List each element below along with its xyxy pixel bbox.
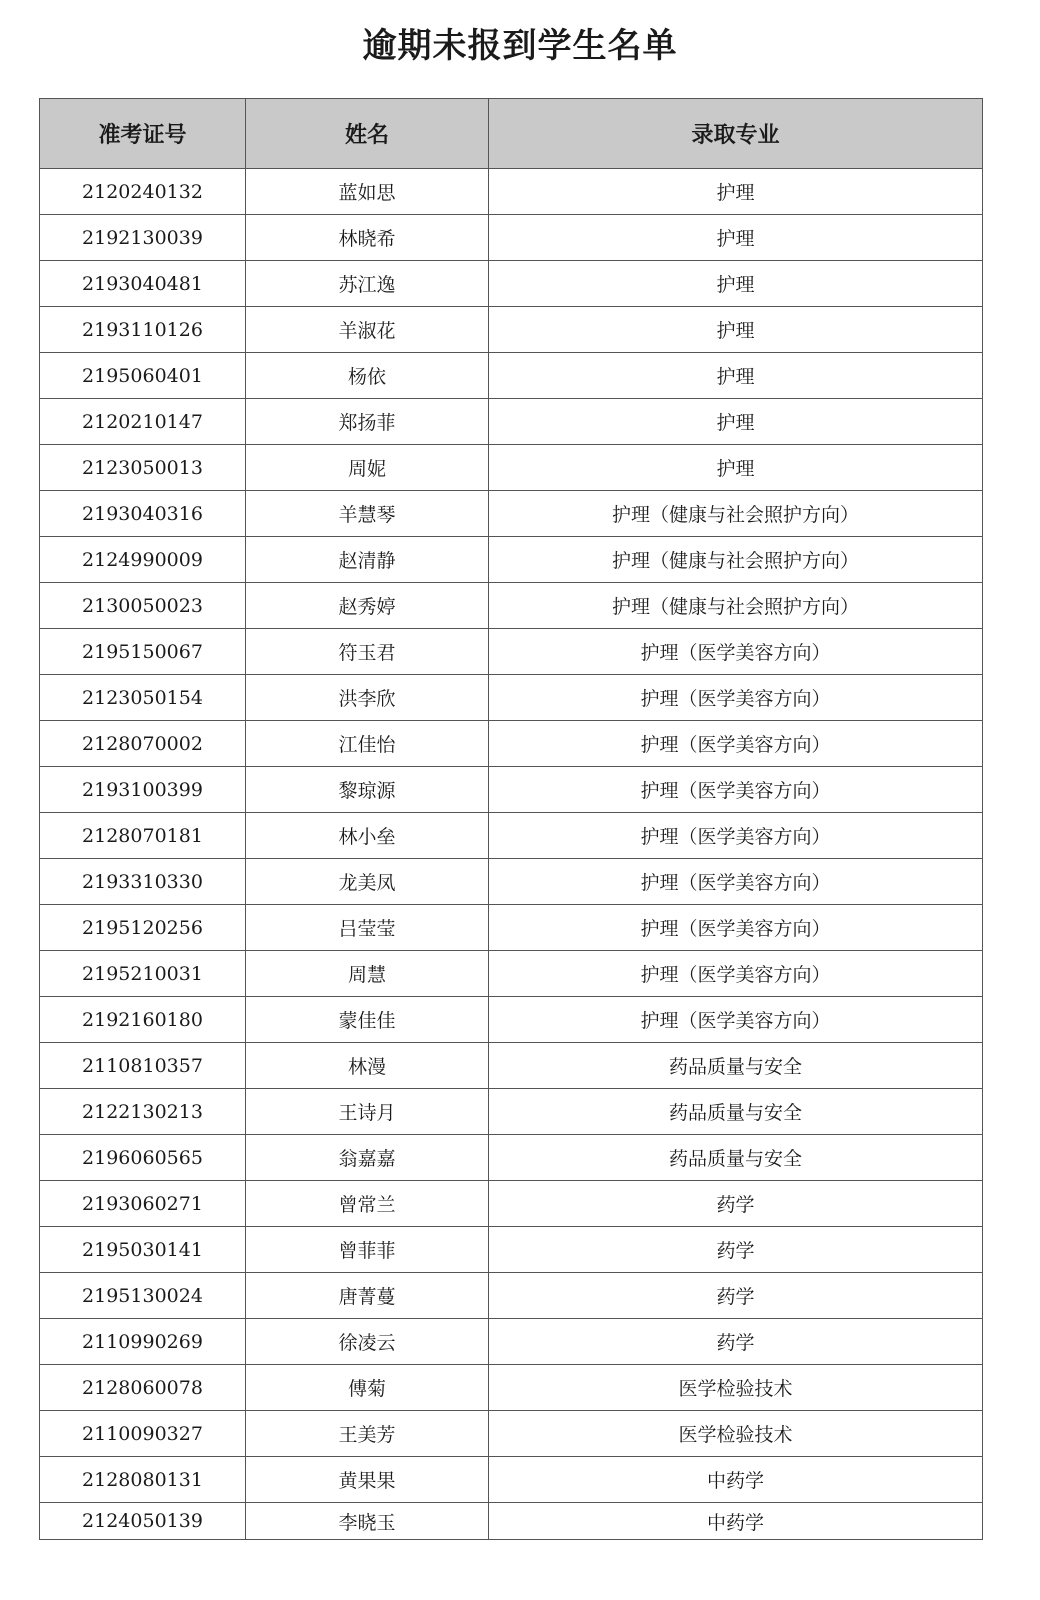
cell-major: 药品质量与安全	[489, 1135, 983, 1181]
cell-major: 护理（医学美容方向）	[489, 675, 983, 721]
cell-exam-id: 2128060078	[40, 1365, 246, 1411]
cell-major: 护理（健康与社会照护方向）	[489, 537, 983, 583]
cell-major: 护理（医学美容方向）	[489, 951, 983, 997]
cell-name: 王美芳	[246, 1411, 489, 1457]
cell-major: 护理	[489, 261, 983, 307]
cell-exam-id: 2193040481	[40, 261, 246, 307]
table-row	[40, 1135, 983, 1181]
cell-name: 江佳怡	[246, 721, 489, 767]
cell-major: 护理	[489, 399, 983, 445]
cell-major: 药学	[489, 1319, 983, 1365]
cell-major: 护理	[489, 169, 983, 215]
cell-major: 药学	[489, 1273, 983, 1319]
cell-name: 郑扬菲	[246, 399, 489, 445]
table-row	[40, 261, 983, 307]
table-row	[40, 1089, 983, 1135]
cell-name: 周妮	[246, 445, 489, 491]
header-row	[40, 99, 983, 169]
cell-exam-id: 2128080131	[40, 1457, 246, 1503]
table-row	[40, 1273, 983, 1319]
cell-name: 赵秀婷	[246, 583, 489, 629]
table-row	[40, 951, 983, 997]
table-row	[40, 1503, 983, 1540]
cell-name: 杨依	[246, 353, 489, 399]
cell-name: 林小垒	[246, 813, 489, 859]
cell-name: 李晓玉	[246, 1503, 489, 1540]
cell-name: 林晓希	[246, 215, 489, 261]
cell-exam-id: 2124990009	[40, 537, 246, 583]
table-row	[40, 767, 983, 813]
cell-major: 护理（医学美容方向）	[489, 629, 983, 675]
cell-major: 药学	[489, 1227, 983, 1273]
cell-major: 中药学	[489, 1457, 983, 1503]
table-row	[40, 215, 983, 261]
table-row	[40, 629, 983, 675]
cell-name: 蒙佳佳	[246, 997, 489, 1043]
cell-exam-id: 2196060565	[40, 1135, 246, 1181]
cell-name: 赵清静	[246, 537, 489, 583]
student-table	[39, 98, 983, 1540]
table-row	[40, 1457, 983, 1503]
table-row	[40, 997, 983, 1043]
table-row	[40, 905, 983, 951]
table-row	[40, 1319, 983, 1365]
cell-exam-id: 2120210147	[40, 399, 246, 445]
cell-exam-id: 2195150067	[40, 629, 246, 675]
cell-major: 护理（医学美容方向）	[489, 721, 983, 767]
cell-name: 羊淑花	[246, 307, 489, 353]
cell-name: 傅菊	[246, 1365, 489, 1411]
cell-major: 护理	[489, 353, 983, 399]
cell-name: 洪李欣	[246, 675, 489, 721]
cell-name: 曾菲菲	[246, 1227, 489, 1273]
table-row	[40, 399, 983, 445]
cell-exam-id: 2128070002	[40, 721, 246, 767]
table-row	[40, 1043, 983, 1089]
table-row	[40, 675, 983, 721]
cell-name: 曾常兰	[246, 1181, 489, 1227]
cell-exam-id: 2110990269	[40, 1319, 246, 1365]
page-title: 逾期未报到学生名单	[362, 26, 678, 66]
cell-major: 中药学	[489, 1503, 983, 1540]
table-row	[40, 1411, 983, 1457]
cell-name: 吕莹莹	[246, 905, 489, 951]
table-row	[40, 859, 983, 905]
cell-exam-id: 2120240132	[40, 169, 246, 215]
cell-exam-id: 2124050139	[40, 1503, 246, 1540]
cell-name: 符玉君	[246, 629, 489, 675]
cell-name: 徐凌云	[246, 1319, 489, 1365]
table-row	[40, 353, 983, 399]
cell-exam-id: 2122130213	[40, 1089, 246, 1135]
cell-exam-id: 2110810357	[40, 1043, 246, 1089]
cell-exam-id: 2193110126	[40, 307, 246, 353]
cell-name: 王诗月	[246, 1089, 489, 1135]
cell-major: 药学	[489, 1181, 983, 1227]
cell-name: 龙美凤	[246, 859, 489, 905]
cell-name: 唐菁蔓	[246, 1273, 489, 1319]
cell-exam-id: 2195030141	[40, 1227, 246, 1273]
cell-major: 护理	[489, 215, 983, 261]
cell-major: 护理（医学美容方向）	[489, 997, 983, 1043]
cell-major: 护理（医学美容方向）	[489, 767, 983, 813]
cell-major: 药品质量与安全	[489, 1043, 983, 1089]
cell-exam-id: 2123050154	[40, 675, 246, 721]
table-row	[40, 1181, 983, 1227]
cell-exam-id: 2193060271	[40, 1181, 246, 1227]
cell-major: 护理（医学美容方向）	[489, 813, 983, 859]
cell-exam-id: 2193040316	[40, 491, 246, 537]
header-exam-id: 准考证号	[40, 99, 246, 169]
cell-exam-id: 2195130024	[40, 1273, 246, 1319]
table-body	[40, 169, 983, 1540]
cell-major: 护理（健康与社会照护方向）	[489, 583, 983, 629]
cell-major: 护理（健康与社会照护方向）	[489, 491, 983, 537]
cell-exam-id: 2130050023	[40, 583, 246, 629]
table-header	[40, 99, 983, 169]
cell-exam-id: 2193100399	[40, 767, 246, 813]
cell-major: 护理	[489, 307, 983, 353]
table-row	[40, 307, 983, 353]
cell-exam-id: 2195120256	[40, 905, 246, 951]
cell-name: 翁嘉嘉	[246, 1135, 489, 1181]
cell-major: 护理（医学美容方向）	[489, 859, 983, 905]
cell-name: 蓝如思	[246, 169, 489, 215]
cell-major: 药品质量与安全	[489, 1089, 983, 1135]
table-row	[40, 537, 983, 583]
header-name: 姓名	[246, 99, 489, 169]
table-row	[40, 1227, 983, 1273]
table-row	[40, 583, 983, 629]
cell-name: 苏江逸	[246, 261, 489, 307]
table-row	[40, 491, 983, 537]
cell-exam-id: 2192160180	[40, 997, 246, 1043]
cell-exam-id: 2128070181	[40, 813, 246, 859]
cell-name: 黄果果	[246, 1457, 489, 1503]
cell-exam-id: 2123050013	[40, 445, 246, 491]
cell-major: 医学检验技术	[489, 1365, 983, 1411]
table-row	[40, 1365, 983, 1411]
cell-name: 羊慧琴	[246, 491, 489, 537]
cell-exam-id: 2195210031	[40, 951, 246, 997]
table-row	[40, 721, 983, 767]
header-major: 录取专业	[489, 99, 983, 169]
cell-major: 护理（医学美容方向）	[489, 905, 983, 951]
table-row	[40, 169, 983, 215]
table-row	[40, 445, 983, 491]
cell-name: 林漫	[246, 1043, 489, 1089]
cell-major: 护理	[489, 445, 983, 491]
cell-name: 周慧	[246, 951, 489, 997]
cell-name: 黎琼源	[246, 767, 489, 813]
cell-exam-id: 2110090327	[40, 1411, 246, 1457]
cell-exam-id: 2195060401	[40, 353, 246, 399]
cell-exam-id: 2193310330	[40, 859, 246, 905]
table-row	[40, 813, 983, 859]
cell-major: 医学检验技术	[489, 1411, 983, 1457]
cell-exam-id: 2192130039	[40, 215, 246, 261]
